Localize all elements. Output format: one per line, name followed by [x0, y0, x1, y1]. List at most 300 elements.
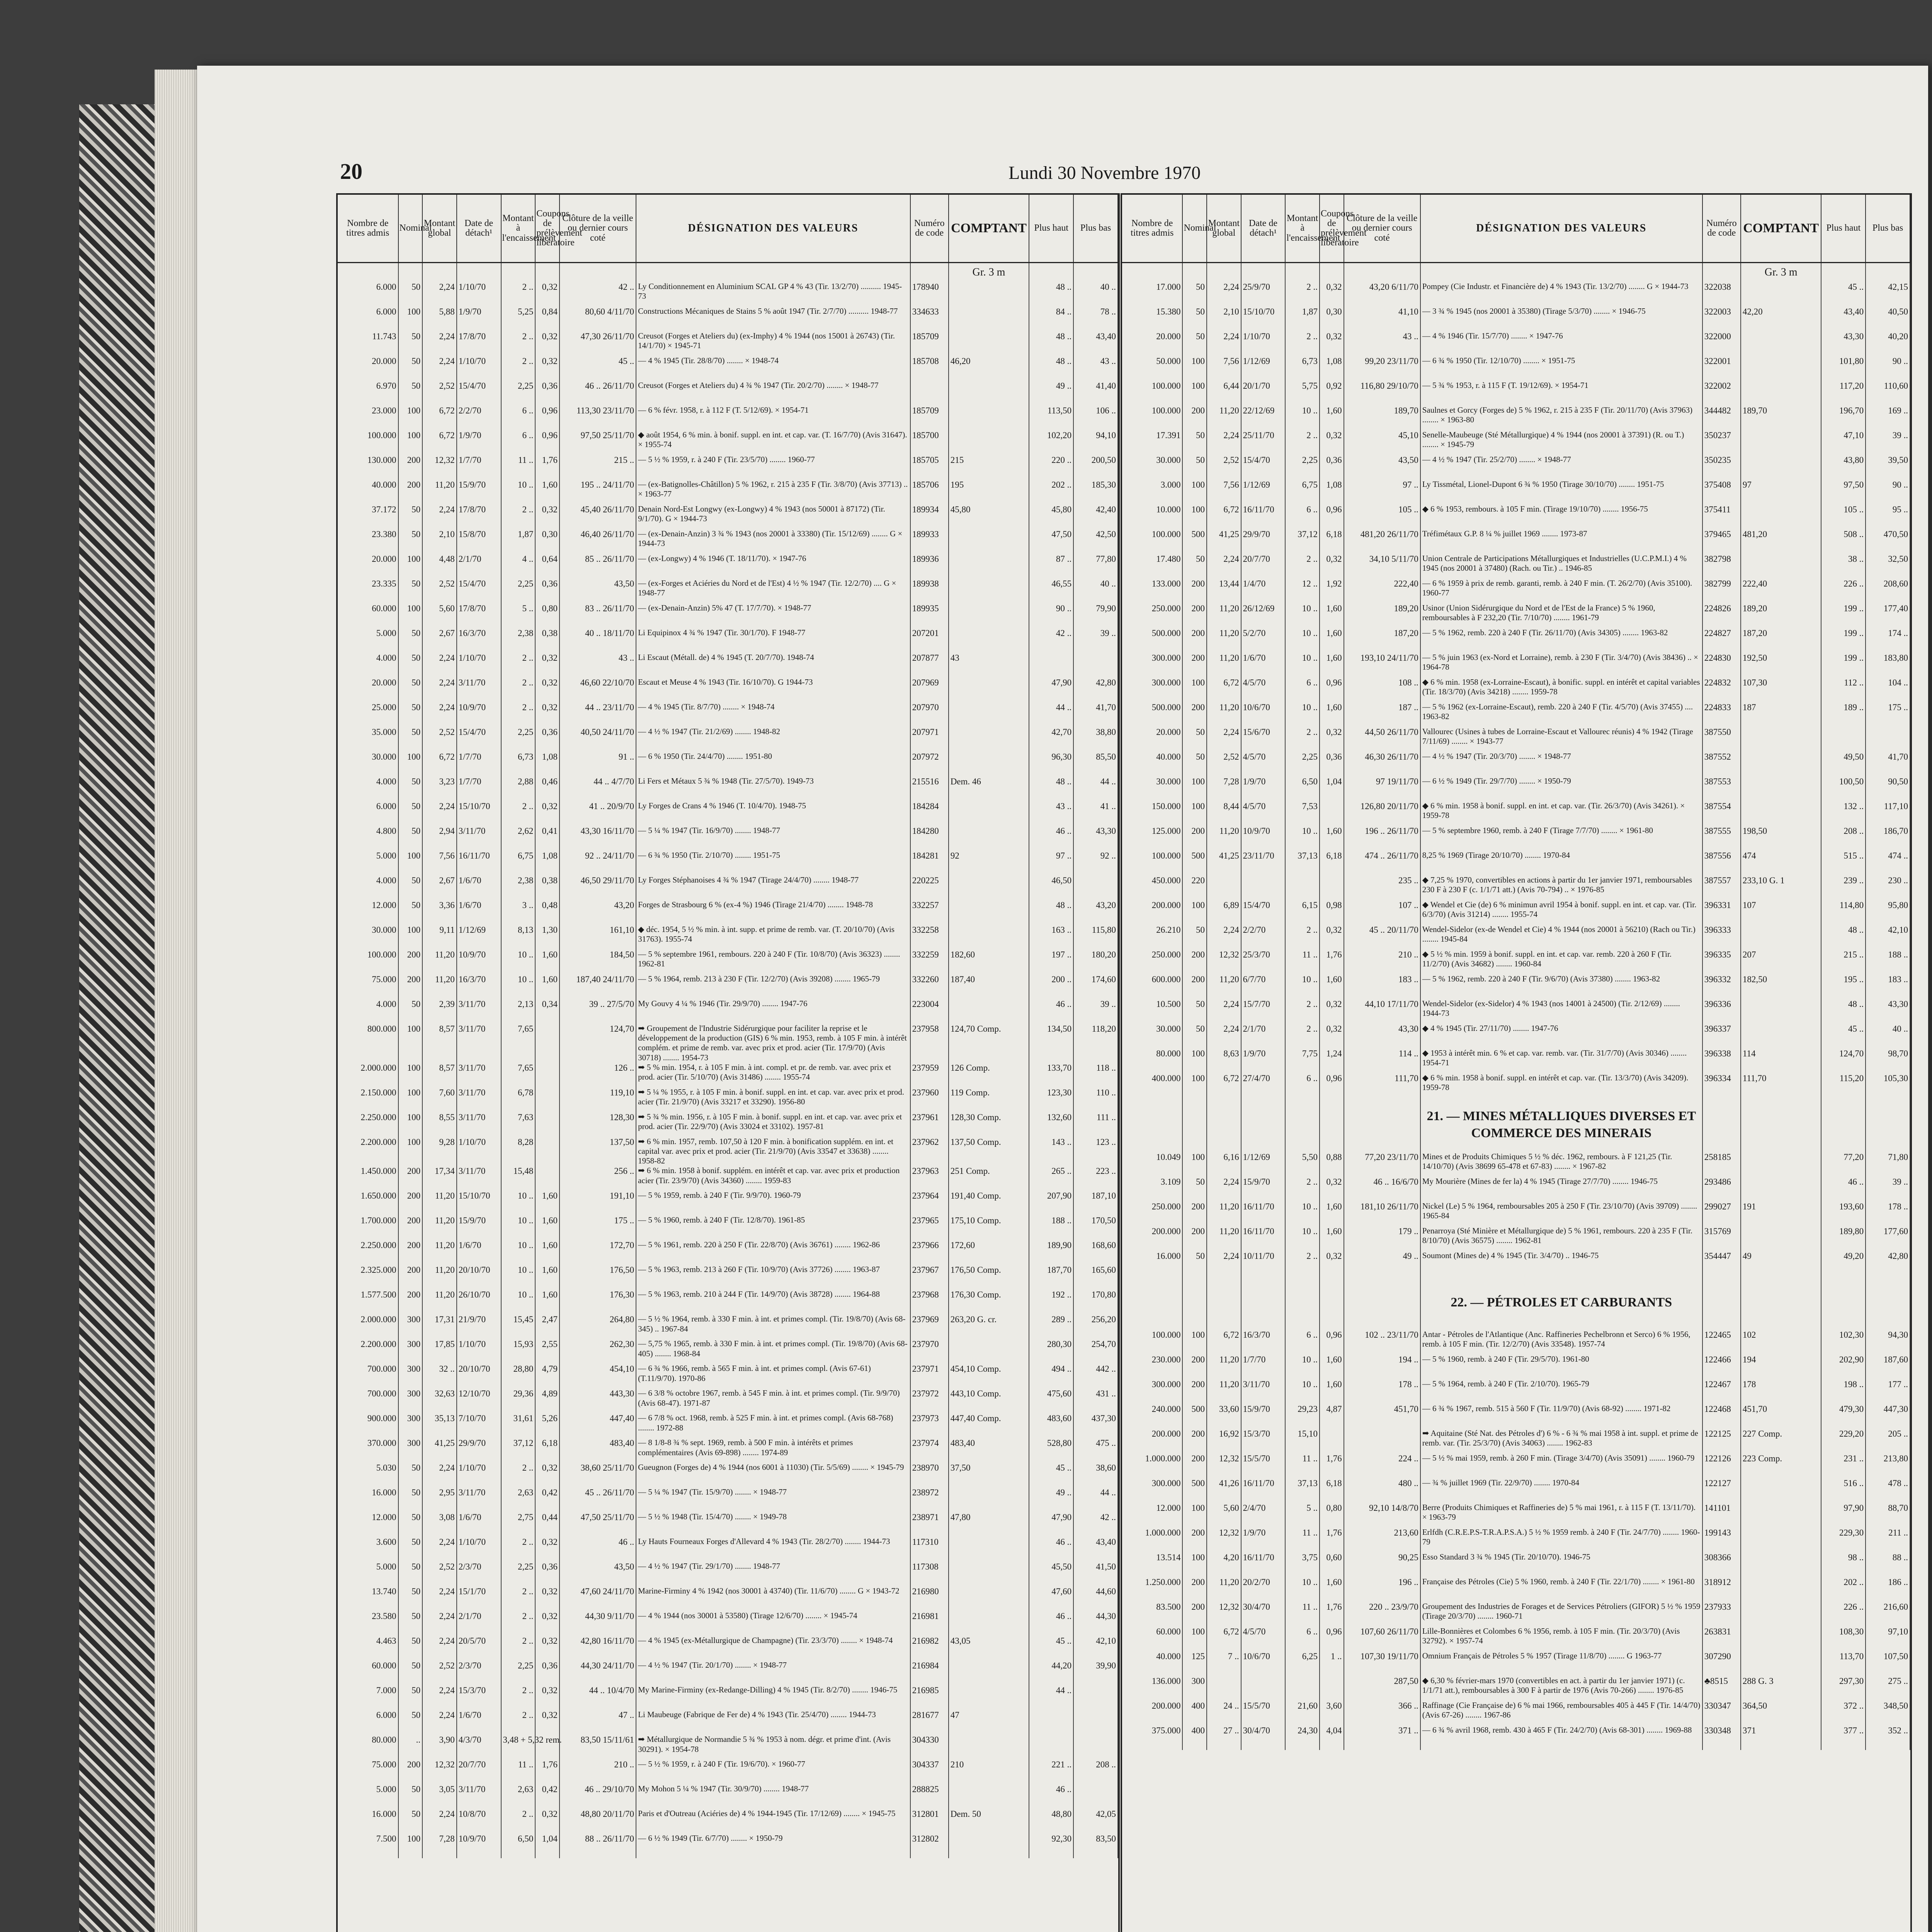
plus-bas: 470,50 — [1866, 529, 1910, 554]
security-row — [1122, 1527, 1910, 1552]
security-row — [338, 504, 1118, 529]
designation: Antar - Pétroles de l'Atlantique (Anc. Raffineries Pechelbronn et Serco) 6 % 1956, remb. à 105 F min. (Tir. 12/2/70) (Avis 33548). 1957-74 — [1420, 1330, 1702, 1354]
code: 318912 — [1702, 1577, 1741, 1602]
cloture: 43 .. — [560, 653, 636, 677]
nombre-titres: 2.250.000 — [338, 1240, 398, 1265]
coupon-prelevement: 0,44 — [535, 1512, 560, 1537]
date-detach: 15/6/70 — [1241, 727, 1286, 752]
montant-global: 2,24 — [422, 1636, 457, 1660]
cloture: 126,80 20/11/70 — [1344, 801, 1420, 826]
nominal: 50 — [1182, 999, 1207, 1024]
coupon-prelevement: 1,60 — [1320, 1226, 1344, 1251]
montant-global: 41,26 — [1207, 1478, 1241, 1503]
coupon-prelevement: 1,60 — [1320, 1379, 1344, 1404]
header-date-detach: Date de détach¹ — [457, 195, 501, 263]
designation: Vallourec (Usines à tubes de Lorraine-Escaut et Vallourec réunis) 4 % 1942 (Tirage 7/11/69) ........ × 1943-77 — [1420, 727, 1702, 752]
montant-global: 2,24 — [422, 702, 457, 727]
nombre-titres: 1.700.000 — [338, 1215, 398, 1240]
section-heading-row — [1122, 1098, 1910, 1152]
plus-haut: 45 .. — [1029, 1463, 1073, 1487]
left-header-row — [338, 195, 1118, 263]
plus-haut: 198 .. — [1821, 1379, 1866, 1404]
montant-encaissement: 2,13 — [501, 999, 536, 1024]
plus-haut: 115,20 — [1821, 1073, 1866, 1098]
cloture: 41 .. 20/9/70 — [560, 801, 636, 826]
montant-encaissement: 2 .. — [501, 677, 536, 702]
plus-bas: 95,80 — [1866, 900, 1910, 925]
nominal: 50 — [398, 1809, 423, 1833]
montant-encaissement: 5,75 — [1285, 381, 1320, 405]
coupon-prelevement: 0,88 — [1320, 1152, 1344, 1177]
nominal: 300 — [398, 1364, 423, 1388]
date-detach: 2/1/70 — [457, 554, 501, 578]
designation: — 5 % 1960, remb. à 240 F (Tir. 29/5/70). 1961-80 — [1420, 1354, 1702, 1379]
nominal: 100 — [1182, 677, 1207, 702]
coupon-prelevement: 0,36 — [535, 1660, 560, 1685]
date-detach: 1/6/70 — [1241, 653, 1286, 677]
security-row — [338, 603, 1118, 628]
security-row — [1122, 1177, 1910, 1201]
date-detach: 16/11/70 — [1241, 1478, 1286, 1503]
cloture: 113,30 23/11/70 — [560, 405, 636, 430]
montant-encaissement: 6 .. — [1285, 1330, 1320, 1354]
designation: — (ex-Denain-Anzin) 5% 47 (T. 17/7/70). × 1948-77 — [636, 603, 910, 628]
nombre-titres: 20.000 — [338, 677, 398, 702]
plus-bas: 118 .. — [1073, 1063, 1118, 1087]
plus-haut: 220 .. — [1029, 455, 1073, 480]
nombre-titres: 370.000 — [338, 1438, 398, 1463]
date-detach: 1/7/70 — [457, 752, 501, 776]
cloture: 83,50 15/11/61 — [560, 1735, 636, 1759]
nominal: 200 — [398, 1215, 423, 1240]
nombre-titres: 133.000 — [1122, 578, 1182, 603]
security-row — [1122, 1226, 1910, 1251]
security-row — [1122, 1048, 1910, 1073]
montant-global: 3,08 — [422, 1512, 457, 1537]
code: 122468 — [1702, 1404, 1741, 1429]
security-row — [338, 1112, 1118, 1137]
plus-bas — [1866, 727, 1910, 752]
nominal: 50 — [398, 381, 423, 405]
cloture: 40,50 24/11/70 — [560, 727, 636, 752]
montant-encaissement: 2 .. — [1285, 727, 1320, 752]
security-row — [338, 925, 1118, 949]
designation: ◆ 6 % 1953, rembours. à 105 F min. (Tirage 19/10/70) ........ 1956-75 — [1420, 504, 1702, 529]
montant-encaissement: 2,38 — [501, 875, 536, 900]
montant-encaissement: 2,63 — [501, 1487, 536, 1512]
plus-bas: 474 .. — [1866, 850, 1910, 875]
comptant — [1741, 381, 1821, 405]
cloture: 262,30 — [560, 1339, 636, 1364]
comptant — [949, 752, 1029, 776]
designation: Esso Standard 3 ¾ % 1945 (Tir. 20/10/70). 1946-75 — [1420, 1552, 1702, 1577]
montant-encaissement: 8,28 — [501, 1137, 536, 1166]
security-row — [1122, 702, 1910, 727]
montant-global: 7,56 — [422, 850, 457, 875]
nominal: 200 — [1182, 974, 1207, 999]
coupon-prelevement: 0,96 — [535, 430, 560, 455]
designation: Li Maubeuge (Fabrique de Fer de) 4 % 1943 (Tir. 25/4/70) ........ 1944-73 — [636, 1710, 910, 1735]
coupon-prelevement: 1,60 — [1320, 1577, 1344, 1602]
date-detach: 15/4/70 — [457, 578, 501, 603]
coupon-prelevement: 1,76 — [1320, 1602, 1344, 1626]
nombre-titres: 83.500 — [1122, 1602, 1182, 1626]
code: 237964 — [910, 1190, 949, 1215]
cloture: 43,20 6/11/70 — [1344, 282, 1420, 306]
comptant — [1741, 752, 1821, 776]
security-row — [338, 430, 1118, 455]
designation: — 5 % 1963, remb. 213 à 260 F (Tir. 10/9/70) (Avis 37726) ........ 1963-87 — [636, 1265, 910, 1289]
nombre-titres: 6.000 — [338, 306, 398, 331]
nombre-titres: 200.000 — [1122, 1429, 1182, 1453]
security-row — [338, 653, 1118, 677]
date-detach: 3/11/70 — [1241, 1379, 1286, 1404]
designation: — 8 1/8-8 ¾ % sept. 1969, remb. à 500 F min. à intérêts et primes complémentaires (Avis 69-898) ........ 1974-89 — [636, 1438, 910, 1463]
cloture: 47 .. — [560, 1710, 636, 1735]
comptant: 191 — [1741, 1201, 1821, 1226]
montant-global: 16,92 — [1207, 1429, 1241, 1453]
comptant: 97 — [1741, 480, 1821, 504]
comptant — [949, 306, 1029, 331]
plus-haut: 97 .. — [1029, 850, 1073, 875]
nombre-titres: 5.000 — [338, 850, 398, 875]
code: 237971 — [910, 1364, 949, 1388]
date-detach: 15/7/70 — [1241, 999, 1286, 1024]
montant-global: 2,24 — [422, 1586, 457, 1611]
coupon-prelevement: 0,32 — [535, 1710, 560, 1735]
date-detach: 20/7/70 — [1241, 554, 1286, 578]
coupon-prelevement: 2,47 — [535, 1314, 560, 1339]
security-row — [338, 702, 1118, 727]
designation: ◆ 6 % min. 1958 (ex-Lorraine-Escaut), à bonific. suppl. en intérêt et capital variables (Tir. 18/3/70) (Avis 34218) ........ 1959-78 — [1420, 677, 1702, 702]
nominal: 200 — [1182, 1453, 1207, 1478]
coupon-prelevement: 0,32 — [1320, 282, 1344, 306]
plus-bas: 213,80 — [1866, 1453, 1910, 1478]
plus-haut: 42 .. — [1029, 628, 1073, 653]
date-detach: 4/5/70 — [1241, 1626, 1286, 1651]
cloture: 287,50 — [1344, 1676, 1420, 1701]
montant-encaissement — [1285, 1676, 1320, 1701]
plus-bas: 42,40 — [1073, 504, 1118, 529]
comptant — [949, 875, 1029, 900]
plus-haut: 46 .. — [1029, 1611, 1073, 1636]
plus-haut: 199 .. — [1821, 653, 1866, 677]
comptant — [949, 405, 1029, 430]
comptant — [949, 900, 1029, 925]
cloture: 92 .. 24/11/70 — [560, 850, 636, 875]
page-date: Lundi 30 Novembre 1970 — [1009, 163, 1201, 183]
montant-encaissement: 10 .. — [501, 1190, 536, 1215]
montant-encaissement: 2 .. — [501, 1537, 536, 1561]
cloture: 39 .. 27/5/70 — [560, 999, 636, 1024]
code: 224833 — [1702, 702, 1741, 727]
comptant — [949, 999, 1029, 1024]
plus-bas: 40,50 — [1866, 306, 1910, 331]
nombre-titres: 300.000 — [1122, 677, 1182, 702]
plus-bas: 478 .. — [1866, 1478, 1910, 1503]
security-row — [338, 1063, 1118, 1087]
nominal: 50 — [398, 776, 423, 801]
cloture: 42 .. — [560, 282, 636, 306]
nombre-titres: 75.000 — [338, 1759, 398, 1784]
date-detach: 1/7/70 — [457, 455, 501, 480]
nominal: 200 — [1182, 405, 1207, 430]
nombre-titres: 240.000 — [1122, 1404, 1182, 1429]
nominal: 200 — [1182, 1527, 1207, 1552]
comptant — [949, 381, 1029, 405]
code: 207972 — [910, 752, 949, 776]
montant-encaissement: 6,73 — [1285, 356, 1320, 381]
montant-encaissement — [1285, 875, 1320, 900]
plus-haut: 226 .. — [1821, 578, 1866, 603]
designation: Tréfimétaux G.P. 8 ¼ % juillet 1969 ........ 1973-87 — [1420, 529, 1702, 554]
date-detach: 3/11/70 — [457, 999, 501, 1024]
cloture: 222,40 — [1344, 578, 1420, 603]
security-row — [1122, 1577, 1910, 1602]
nombre-titres: 23.580 — [338, 1611, 398, 1636]
montant-encaissement: 1,87 — [1285, 306, 1320, 331]
cloture: 195 .. 24/11/70 — [560, 480, 636, 504]
coupon-prelevement: 0,32 — [1320, 999, 1344, 1024]
montant-encaissement: 2 .. — [501, 504, 536, 529]
montant-global: 11,20 — [1207, 974, 1241, 999]
cloture: 43,30 — [1344, 1024, 1420, 1048]
nombre-titres: 300.000 — [1122, 653, 1182, 677]
designation: — 4 ½ % 1947 (Tir. 20/3/70) ........ × 1948-77 — [1420, 752, 1702, 776]
montant-global: 12,32 — [1207, 949, 1241, 974]
nominal: 50 — [1182, 430, 1207, 455]
header-plus-haut: Plus haut — [1029, 195, 1073, 263]
code: 288825 — [910, 1784, 949, 1809]
empty-cell — [1122, 1276, 1182, 1330]
montant-encaissement: 29,36 — [501, 1388, 536, 1413]
comptant: 187 — [1741, 702, 1821, 727]
plus-haut: 479,30 — [1821, 1404, 1866, 1429]
security-row — [338, 1289, 1118, 1314]
code: 189936 — [910, 554, 949, 578]
coupon-prelevement: 1,60 — [1320, 826, 1344, 850]
montant-encaissement: 6 .. — [501, 430, 536, 455]
nombre-titres: 12.000 — [1122, 1503, 1182, 1527]
empty-cell — [1241, 1276, 1286, 1330]
montant-encaissement: 2,62 — [501, 826, 536, 850]
montant-global: 2,24 — [1207, 925, 1241, 949]
montant-global: 2,24 — [1207, 331, 1241, 356]
comptant — [949, 603, 1029, 628]
header-cloture: Clôture de la veille ou dernier cours coté — [560, 195, 636, 263]
empty-cell — [1741, 1276, 1821, 1330]
montant-global: 2,24 — [422, 1809, 457, 1833]
nominal: 200 — [1182, 628, 1207, 653]
left-listing — [336, 193, 1120, 1932]
plus-haut: 38 .. — [1821, 554, 1866, 578]
comptant: 481,20 — [1741, 529, 1821, 554]
montant-global: 11,20 — [1207, 603, 1241, 628]
nominal: 50 — [1182, 925, 1207, 949]
date-detach: 1/10/70 — [457, 1137, 501, 1166]
plus-haut: 46 .. — [1821, 1177, 1866, 1201]
nominal: 100 — [398, 603, 423, 628]
montant-encaissement: 2 .. — [1285, 1177, 1320, 1201]
nombre-titres: 4.000 — [338, 999, 398, 1024]
nombre-titres: 100.000 — [1122, 381, 1182, 405]
security-row — [1122, 1725, 1910, 1750]
code: 387552 — [1702, 752, 1741, 776]
date-detach: 25/3/70 — [1241, 949, 1286, 974]
security-row — [338, 1438, 1118, 1463]
date-detach: 1/12/69 — [1241, 1152, 1286, 1177]
comptant: 263,20 G. cr. — [949, 1314, 1029, 1339]
montant-encaissement: 5 .. — [501, 603, 536, 628]
cloture: 189,70 — [1344, 405, 1420, 430]
nombre-titres: 100.000 — [1122, 1330, 1182, 1354]
cloture: 176,30 — [560, 1289, 636, 1314]
plus-haut: 197 .. — [1029, 949, 1073, 974]
code: 185708 — [910, 356, 949, 381]
montant-global: 11,20 — [422, 1265, 457, 1289]
nominal: 100 — [1182, 1330, 1207, 1354]
nominal: 200 — [1182, 1226, 1207, 1251]
security-row — [1122, 603, 1910, 628]
plus-haut: 45 .. — [1821, 282, 1866, 306]
code: 224830 — [1702, 653, 1741, 677]
security-row — [1122, 727, 1910, 752]
code: 237974 — [910, 1438, 949, 1463]
nombre-titres: 100.000 — [338, 949, 398, 974]
cloture: 179 .. — [1344, 1226, 1420, 1251]
plus-haut: 117,20 — [1821, 381, 1866, 405]
date-detach: 15/4/70 — [1241, 455, 1286, 480]
coupon-prelevement — [535, 1024, 560, 1063]
montant-encaissement: 7,63 — [501, 1112, 536, 1137]
montant-global: 2,52 — [422, 381, 457, 405]
plus-haut: 100,50 — [1821, 776, 1866, 801]
montant-encaissement: 10 .. — [1285, 603, 1320, 628]
nombre-titres: 6.000 — [338, 801, 398, 826]
plus-bas: 41,50 — [1073, 1561, 1118, 1586]
nominal: 400 — [1182, 1725, 1207, 1750]
empty-cell — [1344, 1276, 1420, 1330]
plus-haut: 195 .. — [1821, 974, 1866, 999]
montant-encaissement: 6,75 — [501, 850, 536, 875]
code: ♣8515 — [1702, 1676, 1741, 1701]
cloture: 88 .. 26/11/70 — [560, 1833, 636, 1858]
cloture: 187 .. — [1344, 702, 1420, 727]
plus-bas: 106 .. — [1073, 405, 1118, 430]
code: 387556 — [1702, 850, 1741, 875]
comptant — [1741, 282, 1821, 306]
comptant — [1741, 356, 1821, 381]
date-detach: 3/11/70 — [457, 826, 501, 850]
header-montant-encaissement: Montant à l'encaissement — [1285, 195, 1320, 263]
montant-encaissement: 7,65 — [501, 1024, 536, 1063]
designation: Groupement des Industries de Forages et de Services Pétroliers (GIFOR) 5 ½ % 1959 (Tirage 20/3/70) ........ 1960-71 — [1420, 1602, 1702, 1626]
comptant: 47 — [949, 1710, 1029, 1735]
date-detach: 3/11/70 — [457, 1087, 501, 1112]
nominal: 50 — [398, 727, 423, 752]
montant-global: 2,67 — [422, 628, 457, 653]
designation: Denain Nord-Est Longwy (ex-Longwy) 4 % 1943 (nos 50001 à 87172) (Tir. 9/1/70). G × 1944-73 — [636, 504, 910, 529]
montant-global: 33,60 — [1207, 1404, 1241, 1429]
plus-bas: 44 .. — [1073, 1487, 1118, 1512]
nombre-titres: 3.109 — [1122, 1177, 1182, 1201]
code: 215516 — [910, 776, 949, 801]
empty-cell — [636, 263, 910, 282]
coupon-prelevement: 5,26 — [535, 1413, 560, 1438]
montant-encaissement: 6,50 — [1285, 776, 1320, 801]
security-row — [1122, 949, 1910, 974]
code: 224826 — [1702, 603, 1741, 628]
nominal: 50 — [398, 1784, 423, 1809]
plus-haut: 44 .. — [1029, 702, 1073, 727]
security-row — [1122, 1552, 1910, 1577]
cloture: 105 .. — [1344, 504, 1420, 529]
plus-haut: 202 .. — [1821, 1577, 1866, 1602]
security-row — [1122, 900, 1910, 925]
date-detach: 29/9/70 — [457, 1438, 501, 1463]
montant-encaissement: 10 .. — [1285, 974, 1320, 999]
comptant — [949, 282, 1029, 306]
date-detach: 29/9/70 — [1241, 529, 1286, 554]
coupon-prelevement: 0,48 — [535, 900, 560, 925]
security-row — [338, 1735, 1118, 1759]
cloture: 264,80 — [560, 1314, 636, 1339]
nombre-titres: 1.577.500 — [338, 1289, 398, 1314]
code: 322038 — [1702, 282, 1741, 306]
date-detach: 4/5/70 — [1241, 801, 1286, 826]
plus-bas: 437,30 — [1073, 1413, 1118, 1438]
designation: — (ex-Forges et Aciéries du Nord et de l'Est) 4 ½ % 1947 (Tir. 12/2/70) .... G × 1948-77 — [636, 578, 910, 603]
coupon-prelevement: 1,60 — [1320, 603, 1344, 628]
plus-bas — [1073, 1784, 1118, 1809]
security-row — [1122, 381, 1910, 405]
montant-encaissement: 10 .. — [1285, 826, 1320, 850]
nominal: 100 — [398, 1024, 423, 1063]
comptant: 43 — [949, 653, 1029, 677]
header-nominal: Nominal — [1182, 195, 1207, 263]
montant-encaissement: 3,75 — [1285, 1552, 1320, 1577]
cloture: 97,50 25/11/70 — [560, 430, 636, 455]
nominal: 100 — [1182, 776, 1207, 801]
designation: Li Equipinox 4 ¾ % 1947 (Tir. 30/1/70). F 1948-77 — [636, 628, 910, 653]
date-detach: 3/11/70 — [457, 1166, 501, 1190]
security-row — [1122, 1676, 1910, 1701]
comptant: 175,10 Comp. — [949, 1215, 1029, 1240]
montant-encaissement: 11 .. — [501, 1759, 536, 1784]
comptant: 187,20 — [1741, 628, 1821, 653]
comptant — [1741, 554, 1821, 578]
header-plus-bas: Plus bas — [1866, 195, 1910, 263]
plus-bas: 39 .. — [1073, 999, 1118, 1024]
plus-haut: 43,40 — [1821, 306, 1866, 331]
montant-encaissement: 10 .. — [501, 949, 536, 974]
designation: Soumont (Mines de) 4 % 1945 (Tir. 3/4/70) .. 1946-75 — [1420, 1251, 1702, 1276]
plus-bas: 42,15 — [1866, 282, 1910, 306]
security-row — [1122, 1701, 1910, 1725]
coupon-prelevement: 1,24 — [1320, 1048, 1344, 1073]
code: 185705 — [910, 455, 949, 480]
plus-bas: 83,50 — [1073, 1833, 1118, 1858]
comptant: 111,70 — [1741, 1073, 1821, 1098]
cloture: 46 .. 16/6/70 — [1344, 1177, 1420, 1201]
nombre-titres: 23.335 — [338, 578, 398, 603]
code: 237933 — [1702, 1602, 1741, 1626]
plus-haut: 188 .. — [1029, 1215, 1073, 1240]
nominal: 200 — [398, 1759, 423, 1784]
date-detach: 20/10/70 — [457, 1364, 501, 1388]
montant-global: 2,24 — [1207, 1024, 1241, 1048]
empty-cell — [457, 263, 501, 282]
